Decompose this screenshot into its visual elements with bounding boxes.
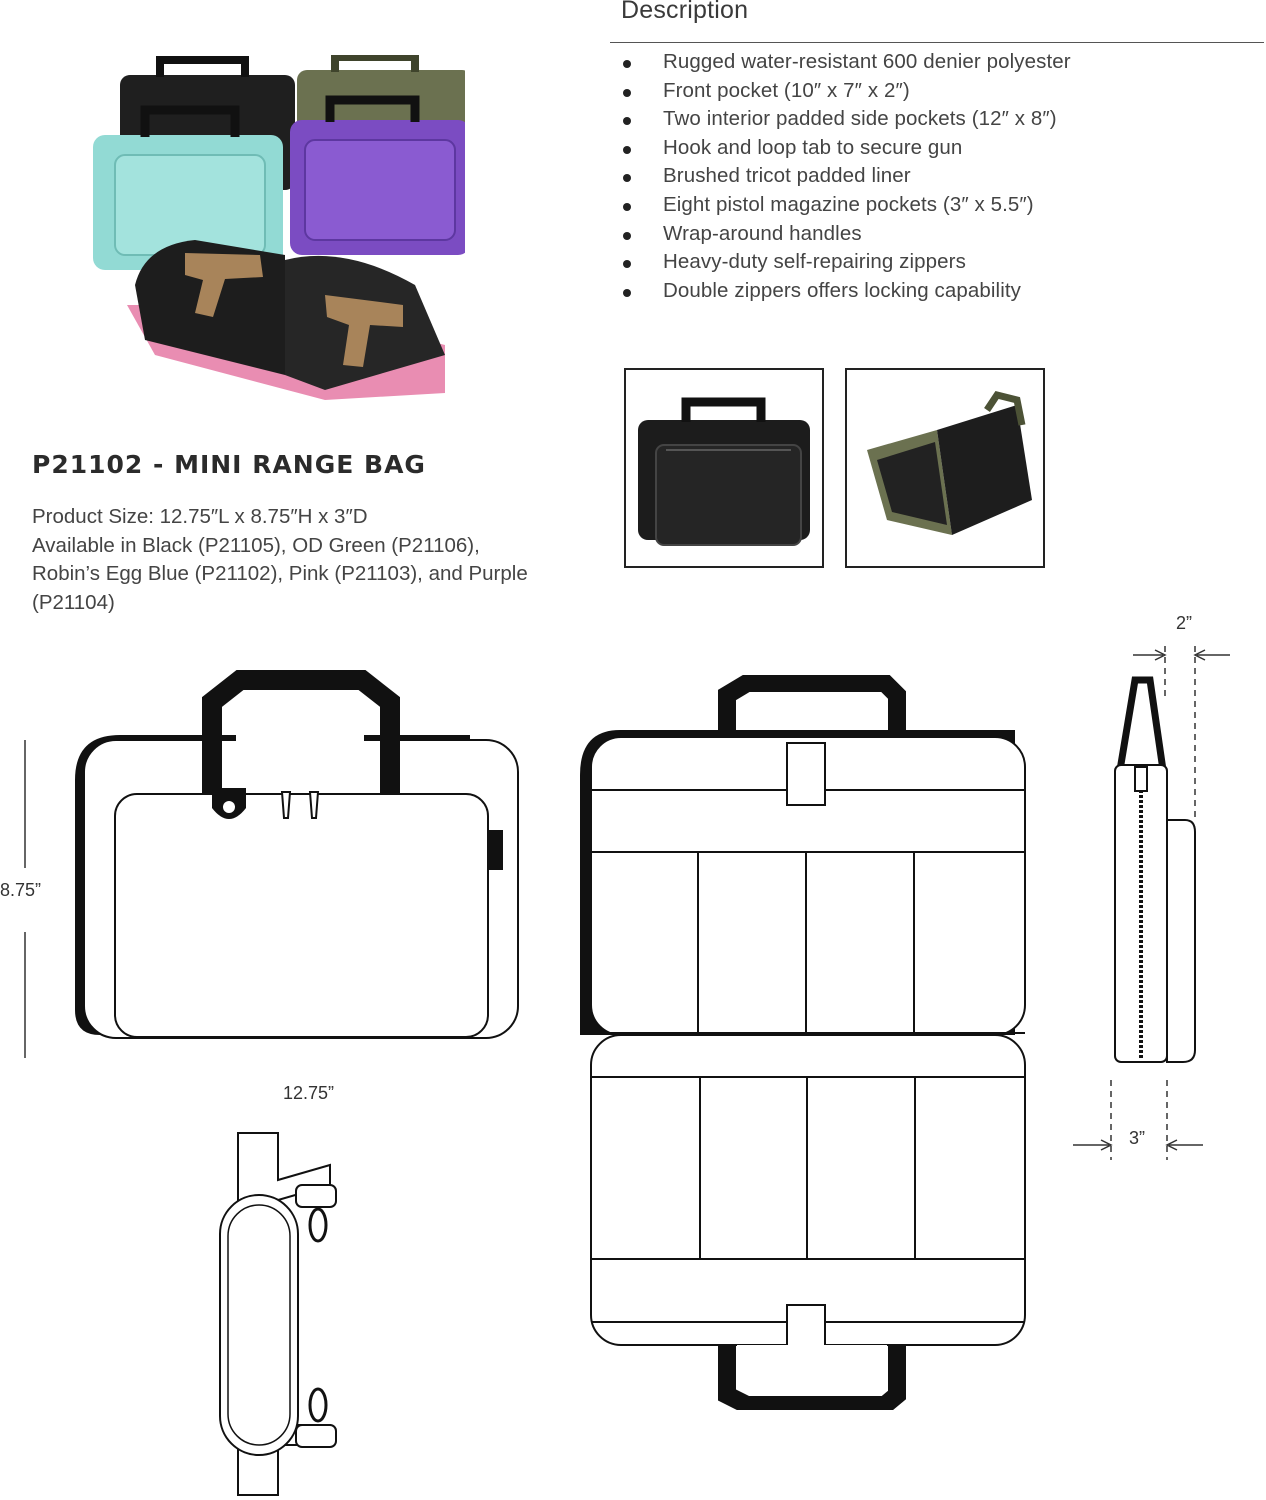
feature-item: Double zippers offers locking capability [620, 277, 1071, 306]
side-view-diagram [1065, 640, 1255, 1170]
brand-tag [489, 830, 503, 870]
product-title: P21102 - MINI RANGE BAG [32, 450, 426, 479]
bullet-icon [623, 203, 631, 211]
bullet-icon [623, 60, 631, 68]
availability-line: (P21104) [32, 590, 115, 614]
feature-item: Two interior padded side pockets (12″ x 8″) [620, 105, 1071, 134]
bullet-icon [623, 289, 631, 297]
handle-wrap-diagram [210, 1125, 350, 1500]
olive-bag-open-photo [845, 368, 1045, 568]
interior-view-diagram [575, 675, 1035, 1410]
length-dimension-label: 12.75” [283, 1083, 335, 1103]
bullet-icon [623, 89, 631, 97]
front-pocket-outline [115, 794, 488, 1037]
bullet-icon [623, 146, 631, 154]
color-variants-photo [85, 55, 465, 405]
bullet-icon [623, 174, 631, 182]
pocket-depth-label: 2” [1176, 613, 1193, 633]
feature-item: Heavy-duty self-repairing zippers [620, 248, 1071, 277]
product-size-line: Product Size: 12.75″L x 8.75″H x 3″D [32, 505, 368, 528]
feature-item: Wrap-around handles [620, 220, 1071, 249]
bullet-icon [623, 117, 631, 125]
feature-item: Rugged water-resistant 600 denier polyester [620, 48, 1071, 77]
product-info [32, 503, 592, 617]
bullet-icon [623, 260, 631, 268]
feature-item: Eight pistol magazine pockets (3″ x 5.5″) [620, 191, 1071, 220]
feature-item: Brushed tricot padded liner [620, 162, 1071, 191]
bullet-icon [623, 232, 631, 240]
availability-line: Robin’s Egg Blue (P21102), Pink (P21103), and Purple [32, 562, 528, 586]
feature-item: Hook and loop tab to secure gun [620, 134, 1071, 163]
availability-line: Available in Black (P21105), OD Green (P21106), [32, 533, 480, 557]
zipper-pull-icon [282, 792, 290, 818]
description-divider [610, 42, 1264, 43]
description-heading: Description [621, 0, 749, 24]
front-view-diagram [0, 640, 560, 1080]
black-bag-closed-photo [624, 368, 824, 568]
height-dimension-label: 8.75” [0, 880, 42, 900]
feature-list [620, 48, 1071, 305]
hook-loop-tab-top [787, 743, 825, 805]
depth-dimension-label: 3” [1129, 1128, 1146, 1148]
feature-item: Front pocket (10″ x 7″ x 2″) [620, 77, 1071, 106]
zipper-pull-icon [310, 792, 318, 818]
